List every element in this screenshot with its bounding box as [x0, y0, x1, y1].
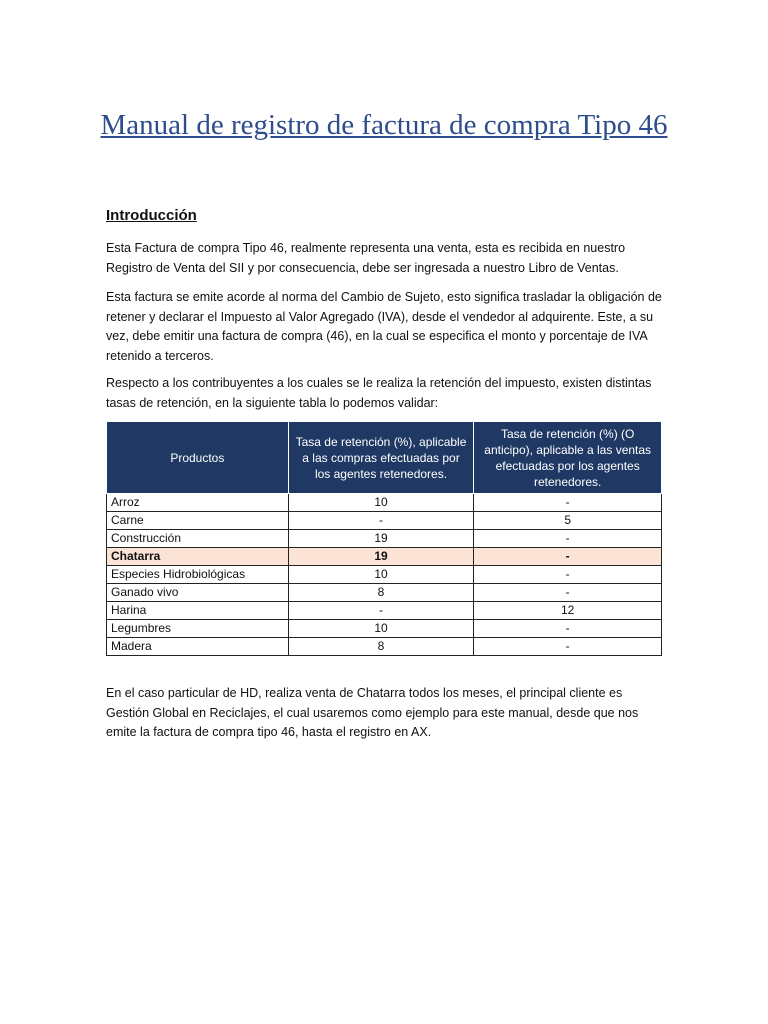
product-cell: Legumbres — [107, 620, 289, 638]
rate-ventas-cell: - — [474, 494, 662, 512]
table-header-row — [107, 422, 662, 494]
paragraph-2: Esta factura se emite acorde al norma del Cambio de Sujeto, esto significa trasladar la obligación de retener y declarar el Impuesto al Valor Agregado (IVA), desde el vendedor al adquirente. Este, a su vez, debe emitir una factura de compra (46), en la cual se especifica el monto y porcentaje de IVA retenido a terceros. — [106, 290, 662, 363]
table-row — [107, 602, 662, 620]
document-title: Manual de registro de factura de compra Tipo 46 — [100, 109, 668, 141]
rate-compras-cell: 8 — [288, 584, 474, 602]
product-cell: Madera — [107, 638, 289, 656]
product-cell: Chatarra — [107, 548, 289, 566]
rate-compras-cell: 19 — [288, 548, 474, 566]
rate-compras-cell: - — [288, 602, 474, 620]
rate-compras-cell: 10 — [288, 620, 474, 638]
table-row — [107, 620, 662, 638]
product-cell: Construcción — [107, 530, 289, 548]
paragraph-3: Respecto a los contribuyentes a los cuales se le realiza la retención del impuesto, existen distintas tasas de retención, en la siguiente tabla lo podemos validar: — [106, 376, 652, 410]
product-cell: Ganado vivo — [107, 584, 289, 602]
table-row — [107, 638, 662, 656]
table-row — [107, 566, 662, 584]
rate-ventas-cell: - — [474, 530, 662, 548]
rate-compras-cell: - — [288, 512, 474, 530]
retention-rates-table — [106, 421, 662, 656]
rate-ventas-cell: - — [474, 638, 662, 656]
header-productos: Productos — [107, 422, 289, 494]
product-cell: Arroz — [107, 494, 289, 512]
product-cell: Carne — [107, 512, 289, 530]
table-row — [107, 584, 662, 602]
table-row — [107, 512, 662, 530]
product-cell: Especies Hidrobiológicas — [107, 566, 289, 584]
paragraph-1: Esta Factura de compra Tipo 46, realmente representa una venta, esta es recibida en nuestro Registro de Venta del SII y por consecuencia, debe ser ingresada a nuestro Libro de Ventas. — [106, 241, 626, 275]
header-tasa-ventas: Tasa de retención (%) (O anticipo), aplicable a las ventas efectuadas por los agentes retenedores. — [474, 422, 662, 494]
product-cell: Harina — [107, 602, 289, 620]
section-heading-introduccion: Introducción — [106, 207, 197, 224]
rate-ventas-cell: - — [474, 566, 662, 584]
rate-compras-cell: 19 — [288, 530, 474, 548]
rate-compras-cell: 10 — [288, 494, 474, 512]
rate-ventas-cell: 5 — [474, 512, 662, 530]
header-tasa-compras: Tasa de retención (%), aplicable a las compras efectuadas por los agentes retenedores. — [288, 422, 474, 494]
paragraph-4: En el caso particular de HD, realiza venta de Chatarra todos los meses, el principal cliente es Gestión Global en Reciclajes, el cual usaremos como ejemplo para este manual, desde que nos emite la factura de compra tipo 46, hasta el registro en AX. — [106, 686, 639, 739]
rate-ventas-cell: - — [474, 548, 662, 566]
rate-compras-cell: 8 — [288, 638, 474, 656]
rate-ventas-cell: 12 — [474, 602, 662, 620]
rate-ventas-cell: - — [474, 584, 662, 602]
table-row — [107, 494, 662, 512]
rate-ventas-cell: - — [474, 620, 662, 638]
table-row-highlighted — [107, 548, 662, 566]
table-row — [107, 530, 662, 548]
rate-compras-cell: 10 — [288, 566, 474, 584]
